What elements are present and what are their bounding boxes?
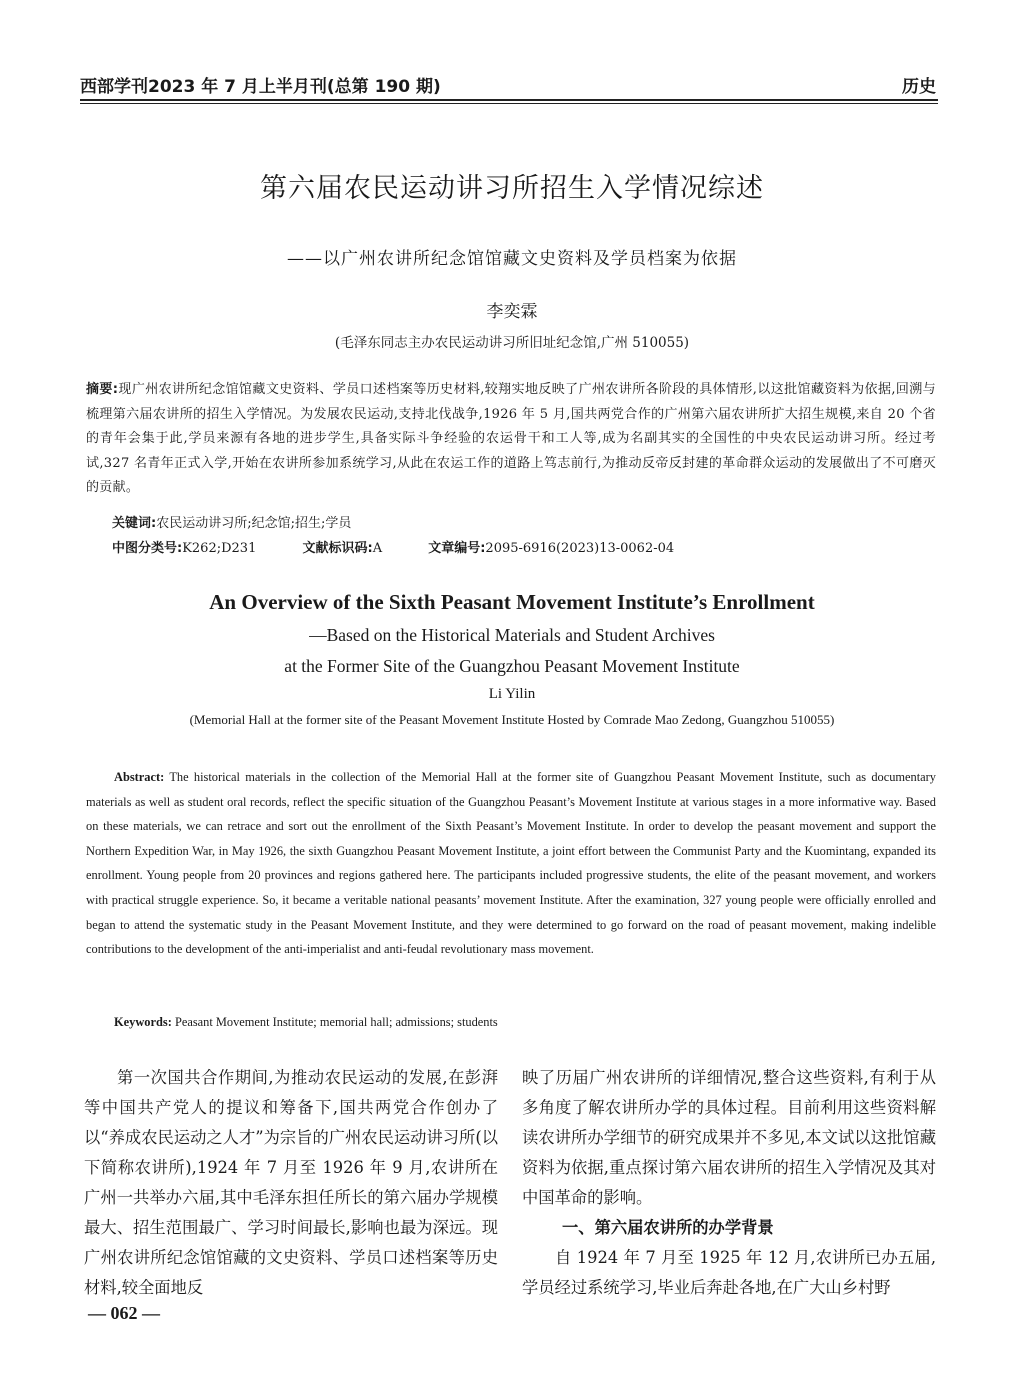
subtitle-english-line1: —Based on the Historical Materials and Student Archives (309, 625, 715, 645)
body-right-column (522, 1063, 936, 1303)
subtitle-english-line2: at the Former Site of the Guangzhou Peasant Movement Institute (284, 656, 740, 676)
page-number: — 062 — (88, 1303, 160, 1323)
abstract-english (86, 765, 936, 962)
article-number (428, 537, 674, 556)
keywords-label-cn: 关键词: (112, 516, 157, 531)
section-label: 历史 (902, 77, 936, 97)
abstract-text-en: The historical materials in the collection of the Memorial Hall at the former site of Guangzhou Peasant Movement Institute, such as documentary materials as well as student oral records, reflect the specific situation of the Guangzhou Peasant’s Movement Institute at various stages in a more informative way. Based on these materials, we can retrace and sort out the enrollment of the Sixth Peasant’s Movement Institute. In order to develop the peasant movement and support the Northern Expedition War, in May 1926, the sixth Guangzhou Peasant Movement Institute, a joint effort between the Communist Party and the Kuomintang, expanded its enrollment. Young people from 20 provinces and regions gathered here. The participants included progressive students, the elite of the peasant movement, and workers with practical struggle experience. So, it became a veritable national peasants’ movement Institute. After the examination, 327 young people were officially enrolled and began to attend the systematic study in the Peasant Movement Institute, and they were determined to go forward on the road of peasant movement, making indelible contributions to the development of the anti-imperialist and anti-feudal revolutionary mass movement. (86, 770, 936, 957)
doc-label: 文献标识码: (302, 541, 373, 556)
doc-value: A (372, 541, 383, 556)
title-english: An Overview of the Sixth Peasant Movement Institute’s Enrollment (209, 590, 815, 614)
keywords-chinese (112, 512, 351, 531)
body-right-paragraph: 映了历届广州农讲所的详细情况,整合这些资料,有利于从多角度了解农讲所办学的具体过程。目前利用这些资料解读农讲所办学细节的研究成果并不多见,本文试以这批馆藏资料为依据,重点探讨第六届农讲所的招生入学情况及其对中国革命的影响。 (522, 1068, 936, 1207)
abstract-label-cn: 摘要: (86, 382, 119, 397)
keywords-english (114, 1015, 498, 1030)
header-rule-thin (80, 103, 938, 104)
clc-label: 中图分类号: (112, 541, 183, 556)
abstract-chinese (86, 378, 936, 501)
classification-line (112, 537, 932, 556)
section-paragraph: 自 1924 年 7 月至 1925 年 12 月,农讲所已办五届,学员经过系统学习,毕业后奔赴各地,在广大山乡村野 (522, 1248, 936, 1297)
affiliation-english: (Memorial Hall at the former site of the Peasant Movement Institute Hosted by Comrade Mao Zedong, Guangzhou 510055) (189, 712, 835, 727)
clc-number (112, 537, 256, 556)
body-left-column: 第一次国共合作期间,为推动农民运动的发展,在彭湃等中国共产党人的提议和筹备下,国共两党合作创办了以“养成农民运动之人才”为宗旨的广州农民运动讲习所(以下简称农讲所),1924 年 7 月至 1926 年 9 月,农讲所在广州一共举办六届,其中毛泽东担任所长的第六届办学规模最大、招生范围最广、学习时间最长,影响也最为深远。现广州农讲所纪念馆馆藏的文史资料、学员口述档案等历史材料,较全面地反 (84, 1068, 498, 1297)
abstract-text-cn: 现广州农讲所纪念馆馆藏文史资料、学员口述档案等历史材料,较翔实地反映了广州农讲所各阶段的具体情形,以这批馆藏资料为依据,回溯与梳理第六届农讲所的招生入学情况。为发展农民运动,支持北伐战争,1926 年 5 月,国共两党合作的广州第六届农讲所扩大招生规模,来自 20 个省的青年会集于此,学员来源有各地的进步学生,具备实际斗争经验的农运骨干和工人等,成为名副其实的全国性的中央农民运动讲习所。经过考试,327 名青年正式入学,开始在农讲所参加系统学习,从此在农运工作的道路上笃志前行,为推动反帝反封建的革命群众运动的发展做出了不可磨灭的贡献。 (86, 382, 936, 495)
title-chinese: 第六届农民运动讲习所招生入学情况综述 (260, 173, 764, 204)
subtitle-chinese: ——以广州农讲所纪念馆馆藏文史资料及学员档案为依据 (287, 249, 737, 269)
article-label: 文章编号: (428, 541, 486, 556)
keywords-text-en: Peasant Movement Institute; memorial hall; admissions; students (174, 1015, 498, 1029)
header-rule (80, 99, 938, 101)
journal-header: 西部学刊2023 年 7 月上半月刊(总第 190 期) (80, 77, 441, 97)
abstract-label-en: Abstract: (114, 770, 165, 784)
keywords-text-cn: 农民运动讲习所;纪念馆;招生;学员 (156, 516, 352, 531)
author-english: Li Yilin (488, 686, 536, 702)
document-code (302, 537, 382, 556)
article-value: 2095-6916(2023)13-0062-04 (485, 541, 675, 556)
clc-value: K262;D231 (182, 541, 257, 556)
author-chinese: 李奕霖 (486, 302, 538, 322)
keywords-label-en: Keywords: (114, 1015, 172, 1029)
affiliation-chinese: (毛泽东同志主办农民运动讲习所旧址纪念馆,广州 510055) (334, 335, 690, 351)
section-heading: 一、第六届农讲所的办学背景 (562, 1218, 774, 1237)
